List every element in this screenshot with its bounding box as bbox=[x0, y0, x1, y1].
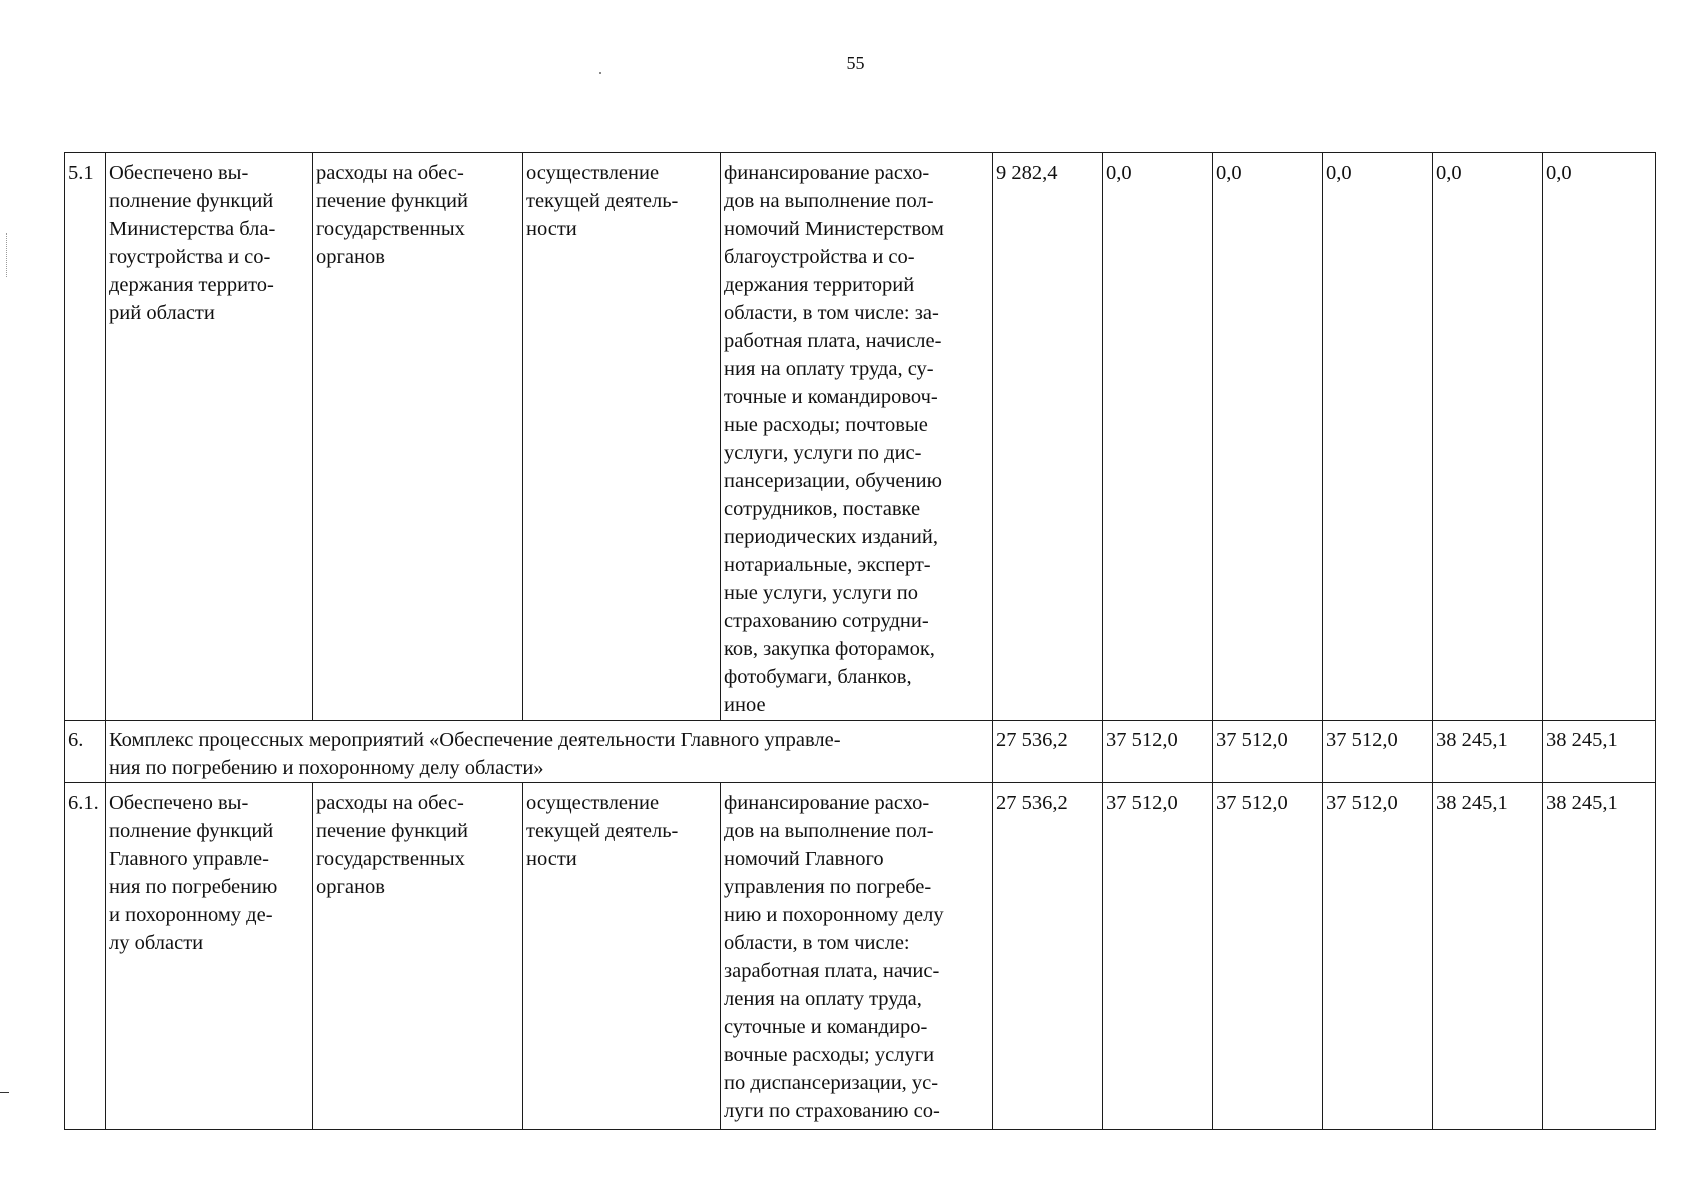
text-line: по диспансеризации, ус- bbox=[724, 1072, 939, 1094]
text-line: области, в том числе: за- bbox=[724, 302, 939, 324]
text-line: ния по погребению bbox=[109, 876, 278, 898]
activity-kind-cell bbox=[523, 153, 721, 721]
text-line: нию и похоронному делу bbox=[724, 904, 944, 926]
text-line: лу области bbox=[109, 932, 204, 954]
text-line: нотариальные, эксперт- bbox=[724, 554, 931, 576]
description-cell bbox=[721, 783, 993, 1130]
value-cell: 38 245,1 bbox=[1433, 721, 1543, 783]
text-line: пансеризации, обучению bbox=[724, 470, 942, 492]
text-line: печение функций bbox=[316, 190, 468, 212]
text-line: текущей деятель- bbox=[526, 190, 679, 212]
text-line: ности bbox=[526, 848, 577, 870]
value-cell: 37 512,0 bbox=[1323, 783, 1433, 1130]
activity-kind-cell bbox=[523, 783, 721, 1130]
text-line: расходы на обес- bbox=[316, 792, 464, 814]
value-cell: 37 512,0 bbox=[1213, 783, 1323, 1130]
value-cell: 37 512,0 bbox=[1103, 721, 1213, 783]
complex-title-cell bbox=[106, 721, 993, 783]
text-line: полнение функций bbox=[109, 820, 274, 842]
table-row bbox=[65, 783, 1656, 1130]
expense-type-cell bbox=[313, 783, 523, 1130]
value-cell: 0,0 bbox=[1543, 153, 1656, 721]
text-line: текущей деятель- bbox=[526, 820, 679, 842]
table-row bbox=[65, 721, 1656, 783]
budget-table bbox=[64, 152, 1656, 1130]
text-line: иное bbox=[724, 694, 766, 716]
text-line: органов bbox=[316, 246, 385, 268]
text-line: фотобумаги, бланков, bbox=[724, 666, 912, 688]
text-line: полнение функций bbox=[109, 190, 274, 212]
description-cell bbox=[721, 153, 993, 721]
text-line: благоустройства и со- bbox=[724, 246, 915, 268]
value-cell: 0,0 bbox=[1213, 153, 1323, 721]
text-line: управления по погребе- bbox=[724, 876, 932, 898]
text-line: периодических изданий, bbox=[724, 526, 938, 548]
text-line: вочные расходы; услуги bbox=[724, 1044, 935, 1066]
value-cell: 0,0 bbox=[1433, 153, 1543, 721]
row-number: 5.1 bbox=[65, 153, 106, 721]
value-cell: 38 245,1 bbox=[1433, 783, 1543, 1130]
text-line: осуществление bbox=[526, 792, 660, 814]
text-line: ков, закупка фоторамок, bbox=[724, 638, 935, 660]
text-line: финансирование расхо- bbox=[724, 162, 930, 184]
text-line: и похоронному де- bbox=[109, 904, 273, 926]
value-cell: 38 245,1 bbox=[1543, 721, 1656, 783]
text-line: ные расходы; почтовые bbox=[724, 414, 928, 436]
text-line: держания террито- bbox=[109, 274, 274, 296]
value-cell: 0,0 bbox=[1103, 153, 1213, 721]
value-cell: 0,0 bbox=[1323, 153, 1433, 721]
value-cell: 37 512,0 bbox=[1213, 721, 1323, 783]
text-line: ные услуги, услуги по bbox=[724, 582, 918, 604]
value-cell: 37 512,0 bbox=[1103, 783, 1213, 1130]
text-line: номочий Министерством bbox=[724, 218, 944, 240]
scan-artifact-dot bbox=[599, 72, 601, 74]
text-line: суточные и командиро- bbox=[724, 1016, 928, 1038]
text-line: дов на выполнение пол- bbox=[724, 820, 934, 842]
text-line: заработная плата, начис- bbox=[724, 960, 940, 982]
text-line: Главного управле- bbox=[109, 848, 269, 870]
text-line: луги по страхованию со- bbox=[724, 1100, 940, 1122]
value-cell: 37 512,0 bbox=[1323, 721, 1433, 783]
value-cell: 38 245,1 bbox=[1543, 783, 1656, 1130]
text-line: ности bbox=[526, 218, 577, 240]
text-line: печение функций bbox=[316, 820, 468, 842]
text-line: финансирование расхо- bbox=[724, 792, 930, 814]
text-line: области, в том числе: bbox=[724, 932, 910, 954]
text-line: ния на оплату труда, су- bbox=[724, 358, 934, 380]
text-line: Обеспечено вы- bbox=[109, 162, 249, 184]
text-line: государственных bbox=[316, 848, 465, 870]
text-line: номочий Главного bbox=[724, 848, 884, 870]
scan-artifact-left-dash bbox=[0, 1092, 9, 1093]
scan-artifact-left-mark bbox=[6, 233, 11, 277]
row-number: 6.1. bbox=[65, 783, 106, 1130]
text-line: расходы на обес- bbox=[316, 162, 464, 184]
text-line: сотрудников, поставке bbox=[724, 498, 921, 520]
text-line: страхованию сотрудни- bbox=[724, 610, 929, 632]
row-number: 6. bbox=[65, 721, 106, 783]
text-line: Комплекс процессных мероприятий «Обеспечение деятельности Главного управле- bbox=[109, 729, 841, 751]
text-line: держания территорий bbox=[724, 274, 915, 296]
text-line: точные и командировоч- bbox=[724, 386, 938, 408]
value-cell: 9 282,4 bbox=[993, 153, 1103, 721]
text-line: рий области bbox=[109, 302, 215, 324]
text-line: ления на оплату труда, bbox=[724, 988, 922, 1010]
text-line: ния по погребению и похоронному делу области» bbox=[109, 757, 544, 779]
text-line: Обеспечено вы- bbox=[109, 792, 249, 814]
table-row bbox=[65, 153, 1656, 721]
value-cell: 27 536,2 bbox=[993, 721, 1103, 783]
value-cell: 27 536,2 bbox=[993, 783, 1103, 1130]
page-number: 55 bbox=[846, 53, 865, 73]
text-line: Министерства бла- bbox=[109, 218, 276, 240]
text-line: государственных bbox=[316, 218, 465, 240]
result-cell bbox=[106, 783, 313, 1130]
text-line: работная плата, начисле- bbox=[724, 330, 942, 352]
text-line: осуществление bbox=[526, 162, 660, 184]
text-line: дов на выполнение пол- bbox=[724, 190, 934, 212]
text-line: органов bbox=[316, 876, 385, 898]
expense-type-cell bbox=[313, 153, 523, 721]
text-line: гоустройства и со- bbox=[109, 246, 271, 268]
result-cell bbox=[106, 153, 313, 721]
text-line: услуги, услуги по дис- bbox=[724, 442, 922, 464]
